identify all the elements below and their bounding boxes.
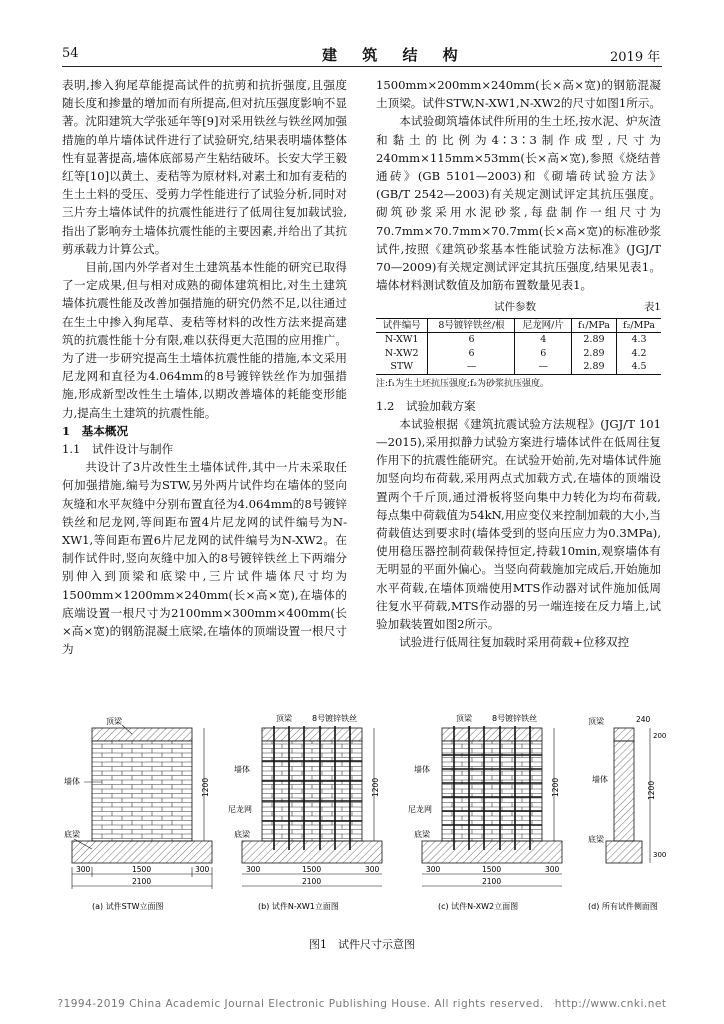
dim-300: 300 (653, 851, 666, 859)
dim-1200: 1200 (201, 777, 210, 797)
table-cell: 6 (428, 333, 515, 347)
table-header-cell: 8号镀锌铁丝/根 (428, 318, 515, 333)
table-row (376, 333, 661, 347)
dim-2100: 2100 (302, 877, 322, 886)
dim-1200: 1200 (647, 780, 656, 800)
wall-brick (262, 741, 362, 841)
figure-1 (62, 712, 666, 930)
dim-1500: 1500 (482, 865, 502, 874)
bottom-beam (72, 841, 212, 863)
label-wall: 墙体 (64, 777, 80, 786)
paragraph: 本试验砌筑墙体试件所用的生土坯,按水泥、炉灰渣和黏土的比例为4∶3∶3制作成型,尺寸为240mm×115mm×53mm(长×高×宽),参照《烧结普通砖》(GB 5101—2003)和《砌墙砖试验方法》(GB/T 2542—2003)有关规定测试评定其抗压强度。砌筑砂浆采用水泥砂浆,每盘制作一组尺寸为70.7mm×70.7mm×70.7mm(长×高×宽)的标准砂浆试件,按照《建筑砂浆基本性能试验方法标准》(JGJ/T 70—2009)有关规定测试评定其抗压强度,结果见表1。墙体材料测试数值及加筋布置数量见表1。 (376, 114, 661, 293)
table-cell: 6 (515, 347, 571, 361)
section-heading: 1 基本概况 (62, 423, 129, 438)
label-top-beam: 顶梁 (456, 714, 472, 723)
left-column (62, 76, 347, 659)
dim-300: 300 (545, 865, 560, 874)
table-cell: 4.5 (617, 360, 662, 374)
label-nylon: 尼龙网 (408, 805, 432, 814)
top-beam (262, 728, 362, 741)
bottom-beam (606, 841, 642, 863)
table-cell: 2.89 (571, 333, 616, 347)
subcaption-c: (c) 试件N-XW2立面图 (438, 902, 519, 911)
table-header-cell: f₁/MPa (571, 318, 616, 333)
subfigure-a (64, 716, 212, 911)
header-rule (62, 66, 662, 67)
label-wall: 墙体 (592, 775, 608, 784)
subfigure-d (588, 715, 666, 911)
wall-side (614, 741, 634, 841)
subsection-heading: 1.1 试件设计与制作 (62, 442, 174, 457)
label-bottom-beam: 底梁 (588, 835, 604, 844)
top-beam (442, 728, 542, 741)
wall-brick (92, 741, 192, 841)
dim-300: 300 (76, 865, 91, 874)
table-cell: 4 (515, 333, 571, 347)
label-top-beam: 顶梁 (588, 717, 604, 726)
table-label: 表1 (643, 301, 661, 314)
dim-1500: 1500 (302, 865, 322, 874)
table-header-cell: 试件编号 (376, 318, 428, 333)
paragraph: 共设计了3片改性生土墙体试件,其中一片未采取任何加强措施,编号为STW,另外两片试件均在墙体的竖向灰缝和水平灰缝中分别布置直径为4.064mm的8号镀锌铁丝和尼龙网,等间距布置4片尼龙网的试件编号为N-XW1,等间距布置6片尼龙网的试件编号为N-XW2。在制作试件时,竖向灰缝中加入的8号镀锌铁丝上下两端分别伸入到顶梁和底梁中,三片试件墙体尺寸均为1500mm×1200mm×240mm(长×高×宽),在墙体的底端设置一根尺寸为2100mm×300mm×400mm(长×高×宽)的钢筋混凝土底梁,在墙体的顶端设置一根尺寸为 (62, 460, 347, 657)
dim-300: 300 (195, 865, 210, 874)
bottom-beam (242, 841, 382, 863)
subfigure-c (408, 713, 562, 911)
label-top-beam: 顶梁 (106, 717, 122, 726)
parameter-table (376, 318, 661, 375)
label-wire: 8号镀锌铁丝 (492, 714, 538, 723)
label-nylon: 尼龙网 (228, 805, 252, 814)
dim-300: 300 (246, 865, 261, 874)
right-column (376, 76, 661, 651)
table-cell: — (428, 360, 515, 374)
table-header-cell: 尼龙网/片 (515, 318, 571, 333)
subcaption-b: (b) 试件N-XW1立面图 (258, 902, 339, 911)
subcaption-d: (d) 所有试件侧面图 (588, 902, 658, 911)
dim-300: 300 (426, 865, 441, 874)
label-wall: 墙体 (234, 765, 250, 774)
table-caption (376, 298, 661, 316)
table-cell: — (515, 360, 571, 374)
table-cell: 6 (428, 347, 515, 361)
dim-300: 300 (365, 865, 380, 874)
journal-year: 2019 年 (610, 50, 661, 65)
table-note: 注:f₁为生土坯抗压强度;f₂为砂浆抗压强度。 (376, 378, 549, 389)
table-cell: 4.3 (617, 333, 662, 347)
paragraph: 表明,掺入狗尾草能提高试件的抗剪和抗折强度,且强度随长度和掺量的增加而有所提高,但对抗压强度影响不显著。沈阳建筑大学张延年等[9]对采用铁丝与铁丝网加强措施的单片墙体试件进行了试验研究,结果表明墙体整体性有显著提高,墙体底部易产生粘结破坏。长安大学王毅红等[10]以黄土、麦秸等为原材料,对素土和加有麦秸的生土土料的受压、受剪力学性能进行了试验分析,同时对三片夯土墙体试件的抗震性能进行了低周往复加载试验,指出了影响夯土墙体抗震性能的主要因素,并给出了其抗剪承载力计算公式。 (62, 78, 347, 256)
top-beam (614, 728, 634, 741)
table-cell: 4.2 (617, 347, 662, 361)
dim-1200: 1200 (371, 777, 380, 797)
dim-1500: 1500 (132, 865, 152, 874)
journal-title: 建 筑 结 构 (322, 46, 468, 64)
table-title: 试件参数 (494, 301, 536, 314)
table-row (376, 360, 661, 374)
paragraph: 试验进行低周往复加载时采用荷载+位移双控 (399, 635, 630, 650)
dim-2100: 2100 (132, 877, 152, 886)
subfigure-b (228, 713, 382, 911)
copyright-footer: ?1994-2019 China Academic Journal Electronic Publishing House. All rights reserved. http://www.cnki.net (57, 998, 667, 1010)
label-bottom-beam: 底梁 (234, 830, 250, 839)
table-header-row (376, 318, 661, 333)
dim-240: 240 (636, 715, 651, 724)
bottom-beam (422, 841, 562, 863)
paragraph: 目前,国内外学者对生土建筑基本性能的研究已取得了一定成果,但与相对成熟的砌体建筑相比,对生土建筑墙体抗震性能及改善加强措施的研究仍然不足,以往通过在生土中掺入狗尾草、麦秸等材料的改性方法来提高建筑的抗震性能十分有限,难以获得更大范围的应用推广。为了进一步研究提高生土墙体抗震性能的措施,本文采用尼龙网和直径为4.064mm的8号镀锌铁丝作为加强措施,形成新型改性生土墙体,以期改善墙体的耗能变形能力,提高生土建筑的抗震性能。 (62, 260, 347, 420)
paragraph: 本试验根据《建筑抗震试验方法规程》(JGJ/T 101—2015),采用拟静力试验方案进行墙体试件在低周往复作用下的抗震性能研究。在试验开始前,先对墙体试件施加竖向均布荷载,采用两点式加载方式,在墙体的顶端设置两个千斤顶,通过滑板将竖向集中力转化为均布荷载,每点集中荷载值为54kN,用应变仪来控制加载的大小,当荷载值达到要求时(墙体受到的竖向压应力为0.3MPa),使用稳压器控制荷载保持恒定,持载10min,观察墙体有无明显的平面外偏心。当竖向荷载施加完成后,开始施加水平荷载,在墙体顶端使用MTS作动器对试件施加低周往复水平荷载,MTS作动器的另一端连接在反力墙上,试验加载装置如图2所示。 (376, 416, 661, 632)
label-bottom-beam: 底梁 (414, 830, 430, 839)
wall-brick (442, 741, 542, 841)
table-cell: N-XW1 (384, 334, 419, 346)
dim-2100: 2100 (482, 877, 502, 886)
table-row (376, 347, 661, 361)
dim-1200: 1200 (551, 777, 560, 797)
label-wall: 墙体 (414, 765, 430, 774)
subsection-heading: 1.2 试验加载方案 (376, 398, 476, 413)
table-cell: 2.89 (571, 360, 616, 374)
figure-caption: 图1 试件尺寸示意图 (309, 938, 415, 951)
subcaption-a: (a) 试件STW立面图 (92, 902, 164, 911)
label-bottom-beam: 底梁 (64, 830, 80, 839)
table-cell: 2.89 (571, 347, 616, 361)
paragraph: 1500mm×200mm×240mm(长×高×宽)的钢筋混凝土顶梁。试件STW,N-XW1,N-XW2的尺寸如图1所示。 (376, 78, 662, 111)
label-top-beam: 顶梁 (276, 714, 292, 723)
page-number: 54 (62, 46, 79, 61)
table-cell: N-XW2 (384, 347, 419, 359)
dim-200: 200 (653, 732, 666, 740)
table-header-cell: f₂/MPa (617, 318, 662, 333)
label-wire: 8号镀锌铁丝 (312, 714, 358, 723)
table-cell: STW (376, 360, 428, 374)
top-beam (92, 728, 192, 741)
